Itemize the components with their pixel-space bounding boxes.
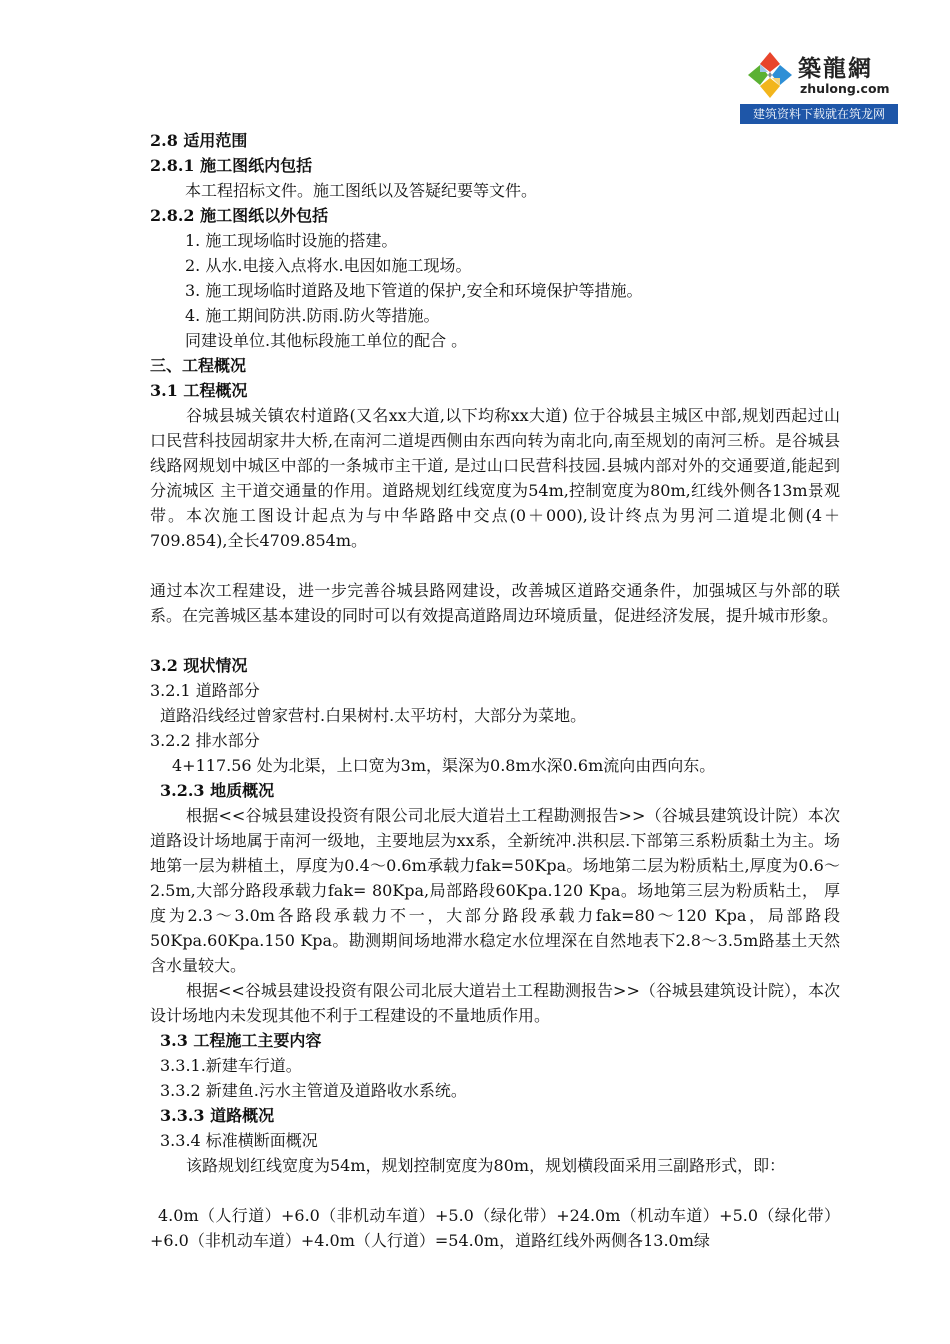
subsection-heading-3-2-1: 3.2.1 道路部分: [150, 681, 260, 700]
section-heading-2-8: 2.8 适用范围: [150, 131, 248, 150]
subsection-heading-3-3-4: 3.3.4 标准横断面概况: [160, 1131, 318, 1150]
list-item: 3. 施工现场临时道路及地下管道的保护,安全和环境保护等措施。: [185, 281, 643, 300]
section-heading-3-2: 3.2 现状情况: [150, 656, 248, 675]
chapter-heading: 三、工程概况: [150, 356, 247, 375]
text-line: 4+117.56 处为北渠，上口宽为3m，渠深为0.8m水深0.6m流向由西向东。: [172, 756, 716, 775]
list-item: 4. 施工期间防洪.防雨.防火等措施。: [185, 306, 440, 325]
logo-title: 築龍網: [798, 56, 873, 82]
logo-slogan: 建筑资料下载就在筑龙网: [740, 104, 898, 124]
section-heading-2-8-1: 2.8.1 施工图纸内包括: [150, 156, 313, 175]
section-heading-3-1: 3.1 工程概况: [150, 381, 248, 400]
subsection-heading-3-2-2: 3.2.2 排水部分: [150, 731, 260, 750]
subsection-heading-3-2-3: 3.2.3 地质概况: [160, 781, 275, 800]
paragraph-overview: 谷城县城关镇农村道路(又名xx大道,以下均称xx大道) 位于谷城县主城区中部,规划西起过山口民营科技园胡家井大桥,在南河二道堤西侧由东西向转为南北向,南至规划的南河三桥。是谷城县线路网规划中城区中部的一条城市主干道, 是过山口民营科技园.县城内部对外的交通要道,能起到分流城区 主干道交通量的作用。道路规划红线宽度为54m,控制宽度为80m,红线外侧各13m景观带。本次施工图设计起点为与中华路路中交点(0＋000),设计终点为男河二道堤北侧(4＋709.854),全长4709.854m。: [150, 406, 840, 550]
paragraph-cross-section-detail: 4.0m（人行道）+6.0（非机动车道）+5.0（绿化带）+24.0m（机动车道）+5.0（绿化带）+6.0（非机动车道）+4.0m（人行道）=54.0m，道路红线外两侧各13.0m绿: [150, 1206, 840, 1250]
snowflake-logo-icon: [746, 50, 794, 100]
logo-top: [740, 46, 898, 102]
paragraph-geology-2: 根据<<谷城县建设投资有限公司北辰大道岩土工程勘测报告>>（谷城县建筑设计院），本次设计场地内未发现其他不利于工程建设的不量地质作用。: [150, 981, 840, 1025]
text-line: 3.3.2 新建鱼.污水主管道及道路收水系统。: [160, 1081, 467, 1100]
section-heading-3-3: 3.3 工程施工主要内容: [160, 1031, 322, 1050]
list-item: 1. 施工现场临时设施的搭建。: [185, 231, 398, 250]
paragraph-purpose: 通过本次工程建设，进一步完善谷城县路网建设，改善城区道路交通条件，加强城区与外部的联系。在完善城区基本建设的同时可以有效提高道路周边环境质量，促进经济发展，提升城市形象。: [150, 581, 840, 625]
text-line: 同建设单位.其他标段施工单位的配合 。: [185, 331, 468, 350]
paragraph-cross-section: 该路规划红线宽度为54m，规划控制宽度为80m，规划横段面采用三副路形式，即：: [186, 1156, 786, 1175]
text-line: 本工程招标文件。施工图纸以及答疑纪要等文件。: [185, 181, 538, 200]
subsection-heading-3-3-3: 3.3.3 道路概况: [160, 1106, 275, 1125]
list-item: 2. 从水.电接入点将水.电因如施工现场。: [185, 256, 472, 275]
text-line: 道路沿线经过曾家营村.白果树村.太平坊村，大部分为菜地。: [160, 706, 587, 725]
paragraph-geology: 根据<<谷城县建设投资有限公司北辰大道岩土工程勘测报告>>（谷城县建筑设计院）本次道路设计场地属于南河一级地，主要地层为xx系，全新统冲.洪积层.下部第三系粉质黏土为主。场地第一层为耕植土，厚度为0.4～0.6m承载力fak=50Kpa。场地第二层为粉质粘土,厚度为0.6～2.5m,大部分路段承载力fak= 80Kpa,局部路段60Kpa.120 Kpa。场地第三层为粉质粘土， 厚度为2.3～3.0m各路段承载力不一，大部分路段承载力fak=80～120 Kpa，局部路段50Kpa.60Kpa.150 Kpa。勘测期间场地滞水稳定水位埋深在自然地表下2.8～3.5m路基土天然含水量较大。: [150, 806, 840, 975]
section-heading-2-8-2: 2.8.2 施工图纸以外包括: [150, 206, 329, 225]
zhulong-logo: [740, 46, 898, 124]
logo-url: zhulong.com: [800, 81, 890, 96]
text-line: 3.3.1.新建车行道。: [160, 1056, 302, 1075]
